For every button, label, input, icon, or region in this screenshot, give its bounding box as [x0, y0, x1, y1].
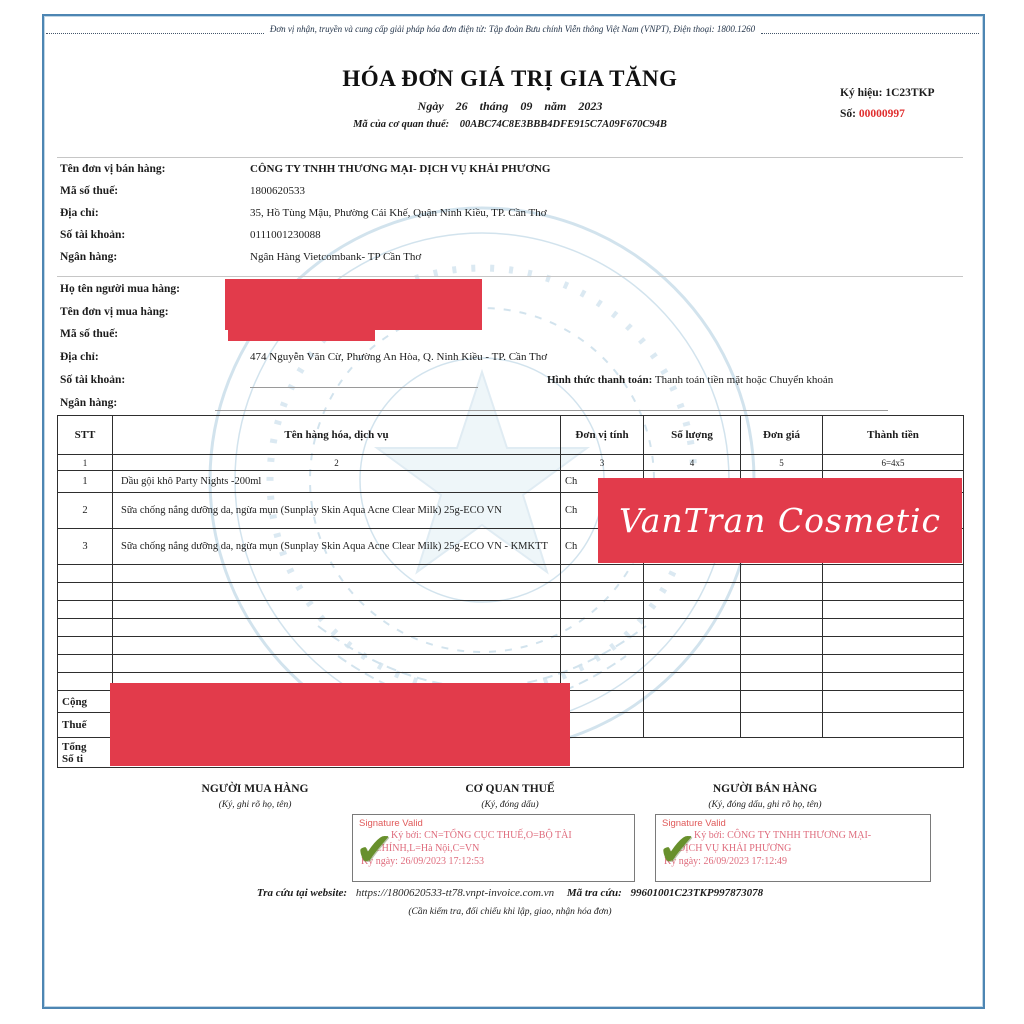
redaction-buyer-taxcode	[228, 320, 375, 341]
seller-address-value: 35, Hồ Tùng Mậu, Phường Cái Khế, Quận Ninh Kiều, TP. Cần Thơ	[250, 207, 547, 219]
seller-address-row	[60, 207, 963, 219]
lookup-code: 99601001C23TKP997873078	[630, 887, 764, 899]
seller-taxcode-label: Mã số thuế:	[60, 185, 119, 197]
col-header-price: Đơn giá	[741, 416, 823, 455]
serial-line	[840, 83, 935, 104]
empty-row	[58, 637, 964, 655]
invoice-number: 00000997	[858, 108, 905, 120]
buyer-address-label: Địa chỉ:	[60, 351, 99, 363]
dotted-leader	[761, 25, 979, 34]
seller-name-row	[60, 163, 963, 175]
buyer-name-row	[60, 283, 963, 295]
grand-total-label: Tổng	[62, 740, 87, 753]
amount-in-words-label: Số ti	[62, 752, 84, 765]
redaction-totals	[110, 683, 570, 766]
tax-authority-code-line	[160, 119, 860, 130]
brand-text: VanTran Cosmetic	[618, 501, 942, 540]
serial-block	[840, 83, 935, 125]
seller-stamp	[655, 814, 931, 882]
seller-taxcode-row	[60, 185, 963, 197]
vat-row: Thuế	[58, 713, 964, 738]
stamp-signer-line2: CHÍNH,L=Hà Nội,C=VN	[375, 843, 480, 854]
seller-account-row	[60, 229, 963, 241]
seller-name-value: CÔNG TY TNHH THƯƠNG MẠI- DỊCH VỤ KHẢI PHƯƠNG	[250, 163, 551, 175]
seller-account-label: Số tài khoản:	[60, 229, 126, 241]
buyer-account-label: Số tài khoản:	[60, 374, 126, 386]
col-header-unit: Đơn vị tính	[561, 416, 644, 455]
buyer-bank-row	[60, 397, 963, 409]
seller-bank-row	[60, 251, 963, 263]
tax-authority-stamp	[352, 814, 635, 882]
checkmark-icon: ✔	[658, 824, 697, 875]
seller-bank-value: Ngân Hàng Vietcombank- TP Cần Thơ	[250, 251, 422, 263]
lookup-line	[60, 887, 960, 899]
buyer-signature-subtitle: (Ký, ghi rõ họ, tên)	[218, 800, 292, 810]
provider-note: Đơn vị nhận, truyền và cung cấp giải pháp hóa đơn điện tử: Tập đoàn Bưu chính Viễn thông Việt Nam (VNPT), Điện thoại: 1800.1260	[269, 24, 756, 34]
tax-authority-code-label: Mã của cơ quan thuế:	[353, 119, 450, 130]
table-row: 2 Sữa chống nắng dưỡng da, ngừa mụn (Sunplay Skin Aqua Acne Clear Milk) 25g-ECO VN Ch	[58, 493, 964, 529]
seller-address-label: Địa chỉ:	[60, 207, 99, 219]
payment-method-line	[547, 374, 833, 386]
column-index-row: 1 2 3 4 5 6=4x5	[58, 455, 964, 471]
buyer-signature-title: NGƯỜI MUA HÀNG	[201, 783, 309, 795]
payment-method-label: Hình thức thanh toán:	[547, 374, 653, 386]
subtotal-row: Cộng	[58, 691, 964, 713]
empty-row	[58, 583, 964, 601]
signature-valid-text: Signature Valid	[662, 818, 726, 829]
serial-label: Ký hiệu:	[840, 87, 883, 99]
tax-signature-title: CƠ QUAN THUẾ	[465, 783, 555, 795]
dotted-leader	[46, 25, 264, 34]
serial-value: 1C23TKP	[885, 87, 935, 99]
buyer-address-value: 474 Nguyễn Văn Cừ, Phường An Hòa, Q. Ninh Kiều - TP. Cần Thơ	[250, 351, 548, 363]
lookup-label: Tra cứu tại website:	[256, 887, 348, 899]
separator-line	[57, 157, 963, 158]
signature-valid-text: Signature Valid	[359, 818, 423, 829]
seller-taxcode-value: 1800620533	[250, 185, 305, 197]
seller-name-label: Tên đơn vị bán hàng:	[60, 163, 166, 175]
invoice-date: Ngày 26 tháng 09 năm 2023	[417, 99, 603, 113]
number-label: Số:	[840, 108, 856, 120]
table-header-row	[58, 416, 964, 455]
tax-signature-subtitle: (Ký, đóng dấu)	[481, 800, 539, 810]
seller-signature-title: NGƯỜI BÁN HÀNG	[712, 783, 818, 795]
provider-note-band	[46, 21, 979, 37]
empty-row	[58, 619, 964, 637]
seller-account-value: 0111001230088	[250, 229, 321, 241]
buyer-name-label: Họ tên người mua hàng:	[60, 283, 180, 295]
buyer-company-label: Tên đơn vị mua hàng:	[60, 306, 169, 318]
col-header-name: Tên hàng hóa, dịch vụ	[113, 416, 561, 455]
bank-blank-line	[215, 410, 888, 411]
verification-note: (Cần kiểm tra, đối chiếu khi lập, giao, nhận hóa đơn)	[408, 907, 612, 917]
number-line	[840, 104, 935, 125]
account-blank-line	[250, 387, 478, 388]
invoice-title: HÓA ĐƠN GIÁ TRỊ GIA TĂNG	[342, 66, 678, 91]
table-row: 3 Sữa chống nắng dưỡng da, ngừa mụn (Sunplay Skin Aqua Acne Clear Milk) 25g-ECO VN - KMKTT Ch	[58, 529, 964, 565]
buyer-company-row	[60, 306, 963, 318]
stamp-signer-line1: Ký bởi: CN=TỔNG CỤC THUẾ,O=BỘ TÀI	[391, 830, 572, 841]
brand-overlay	[598, 478, 962, 563]
buyer-bank-label: Ngân hàng:	[60, 397, 118, 409]
empty-row	[58, 565, 964, 583]
buyer-address-row	[60, 351, 963, 363]
tax-authority-code: 00ABC74C8E3BBB4DFE915C7A09F670C94B	[459, 119, 667, 130]
seller-signature-subtitle: (Ký, đóng dấu, ghi rõ họ, tên)	[708, 800, 822, 810]
seller-bank-label: Ngân hàng:	[60, 251, 118, 263]
buyer-taxcode-label: Mã số thuế:	[60, 328, 119, 340]
lookup-url: https://1800620533-tt78.vnpt-invoice.com.vn	[355, 887, 555, 899]
buyer-account-row	[60, 374, 963, 386]
col-header-qty: Số lượng	[644, 416, 741, 455]
checkmark-icon: ✔	[355, 824, 394, 875]
stamp-signer-line1: Ký bởi: CÔNG TY TNHH THƯƠNG MẠI-	[694, 830, 872, 841]
empty-row	[58, 655, 964, 673]
payment-method-value: Thanh toán tiền mặt hoặc Chuyển khoản	[654, 374, 834, 386]
stamp-signer-line2: DỊCH VỤ KHẢI PHƯƠNG	[678, 843, 792, 854]
stamp-sign-date: Ký ngày: 26/09/2023 17:12:53	[361, 856, 485, 867]
lookup-code-label: Mã tra cứu:	[566, 887, 622, 899]
table-row: 1 Dầu gội khô Party Nights -200ml Ch	[58, 471, 964, 493]
col-header-stt: STT	[58, 416, 113, 455]
separator-line	[57, 276, 963, 277]
buyer-taxcode-row	[60, 328, 963, 340]
stamp-sign-date: Ký ngày: 26/09/2023 17:12:49	[664, 856, 788, 867]
empty-row	[58, 601, 964, 619]
col-header-amount: Thành tiền	[823, 416, 964, 455]
